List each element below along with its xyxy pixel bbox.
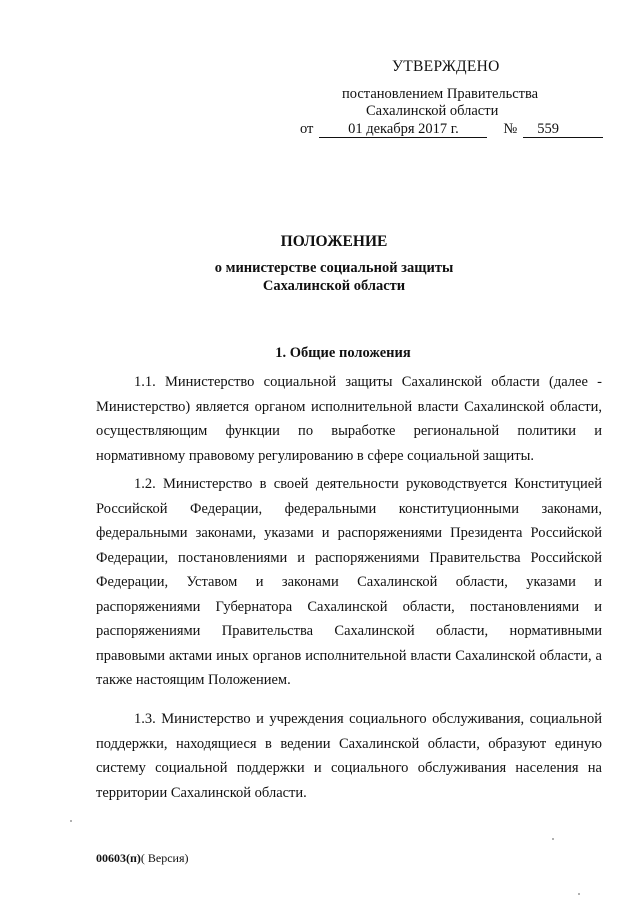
footer-version: ( Версия) — [140, 851, 189, 865]
approval-date: 01 декабря 2017 г. — [319, 121, 487, 138]
footer-code: 00603(п) — [96, 851, 141, 865]
scan-speck — [70, 820, 72, 822]
approval-number: 559 — [523, 121, 603, 138]
footer-code-line — [96, 851, 189, 866]
number-sign: № — [503, 121, 518, 137]
document-subtitle-line-1: о министерстве социальной защиты — [214, 260, 454, 276]
section-heading: 1. Общие положения — [275, 345, 411, 361]
approval-date-row — [300, 121, 603, 138]
document-title: ПОЛОЖЕНИЕ — [280, 233, 388, 250]
approval-line-1: постановлением Правительства — [342, 86, 539, 102]
paragraph-1-1: 1.1. Министерство социальной защиты Сахалинской области (далее - Министерство) является органом исполнительной власти Сахалинской области, осуществляющим функции по выработке региональной политики и нормативному правовому регулированию в сфере социальной защиты. — [96, 374, 602, 464]
approval-heading: УТВЕРЖДЕНО — [392, 58, 500, 75]
from-label: от — [300, 121, 314, 137]
document-subtitle-line-2: Сахалинской области — [262, 278, 406, 294]
scan-speck — [552, 838, 554, 840]
scan-speck — [578, 893, 580, 895]
paragraph-1-3: 1.3. Министерство и учреждения социального обслуживания, социальной поддержки, находящиеся в ведении Сахалинской области, образуют единую систему социальной поддержки и социального обслуживания населения на территории Сахалинской области. — [96, 711, 602, 801]
paragraph-1-2: 1.2. Министерство в своей деятельности руководствуется Конституцией Российской Федерации, федеральными конституционными законами, федеральными законами, указами и распоряжениями Президента Российской Федерации, постановлениями и распоряжениями Правительства Российской Федерации, Уставом и законами Сахалинской области, указами и распоряжениями Губернатора Сахалинской области, постановлениями и распоряжениями Правительства Сахалинской области, нормативными правовыми актами иных органов исполнительной власти Сахалинской области, а также настоящим Положением. — [96, 476, 602, 688]
approval-line-2: Сахалинской области — [366, 103, 499, 119]
